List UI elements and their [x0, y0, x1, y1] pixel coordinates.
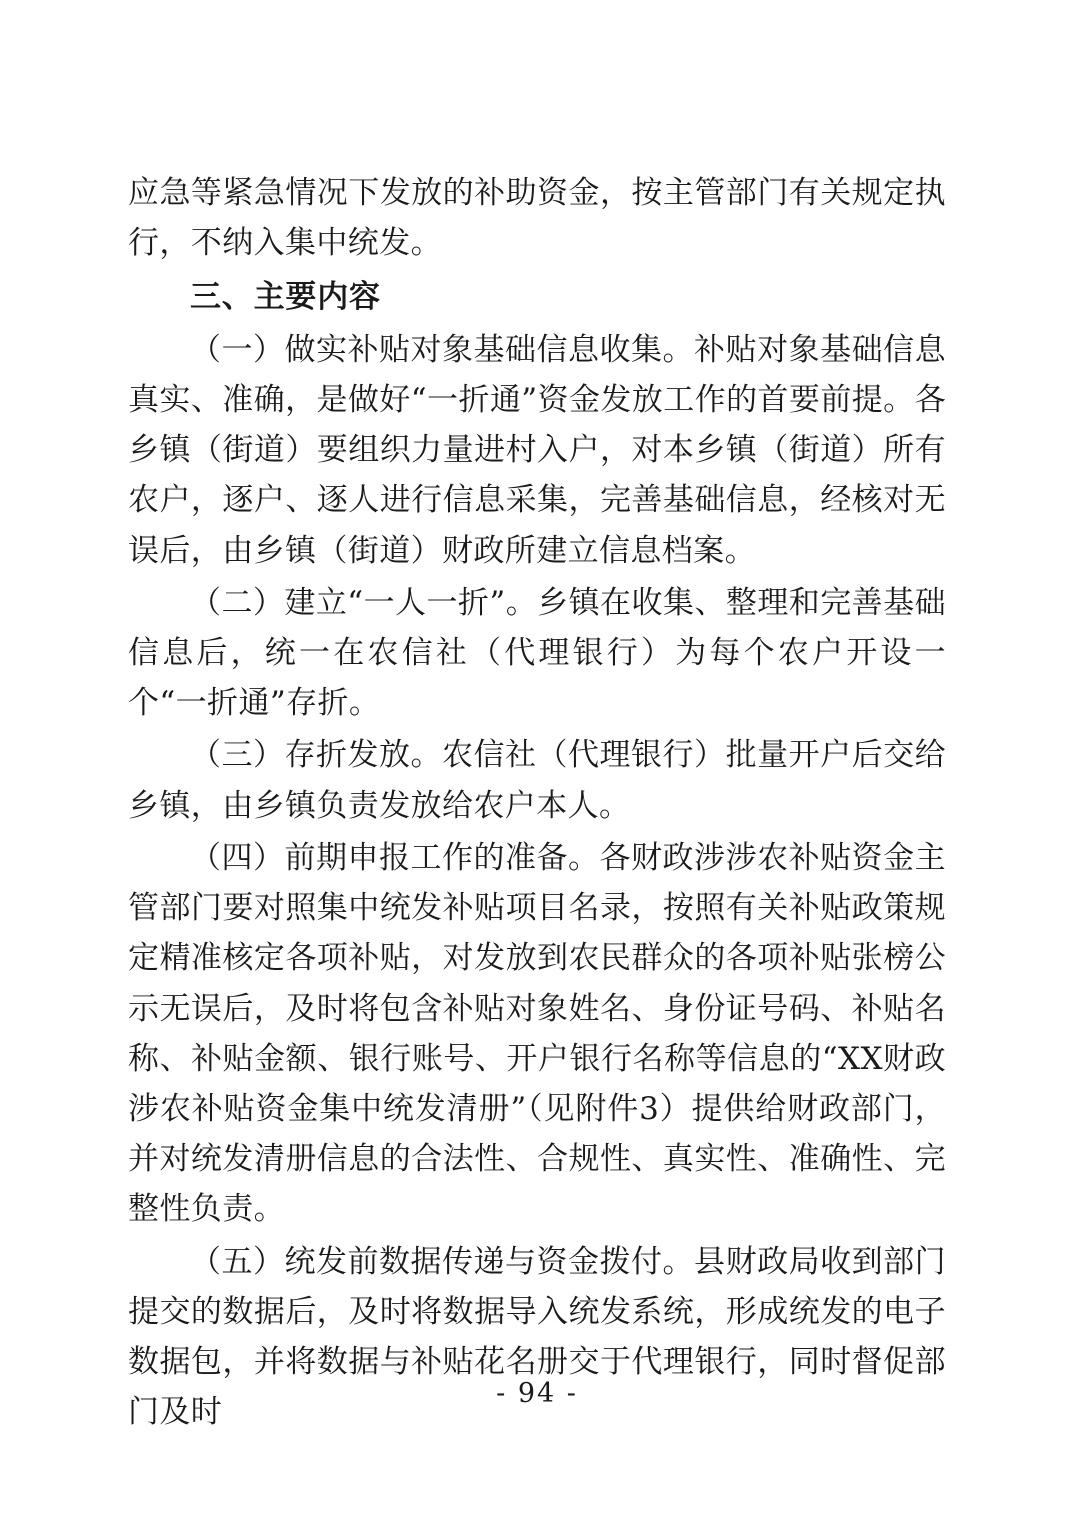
paragraph-item-4: （四）前期申报工作的准备。各财政涉涉农补贴资金主管部门要对照集中统发补贴项目名录，按照有关补贴政策规定精准核定各项补贴，对发放到农民群众的各项补贴张榜公示无误后，及时将包含补贴对象姓名、身份证号码、补贴名称、补贴金额、银行账号、开户银行名称等信息的“XX财政涉农补贴资金集中统发清册”（见附件3）提供给财政部门，并对统发清册信息的合法性、合规性、真实性、准确性、完整性负责。 [128, 839, 946, 1228]
page-body [128, 168, 946, 1439]
paragraph-item-1: （一）做实补贴对象基础信息收集。补贴对象基础信息真实、准确，是做好“一折通”资金发放工作的首要前提。各乡镇（街道）要组织力量进村入户，对本乡镇（街道）所有农户，逐户、逐人进行信息采集，完善基础信息，经核对无误后，由乡镇（街道）财政所建立信息档案。 [128, 331, 946, 569]
paragraph-continued: 应急等紧急情况下发放的补助资金，按主管部门有关规定执行，不纳入集中统发。 [128, 175, 946, 262]
paragraph-item-5: （五）统发前数据传递与资金拨付。县财政局收到部门提交的数据后，及时将数据导入统发系统，形成统发的电子数据包，并将数据与补贴花名册交于代理银行，同时督促部门及时 [128, 1243, 946, 1431]
paragraph-item-2: （二）建立“一人一折”。乡镇在收集、整理和完善基础信息后，统一在农信社（代理银行）为每个农户开设一个“一折通”存折。 [128, 584, 946, 722]
paragraph-item-3: （三）存折发放。农信社（代理银行）批量开户后交给乡镇，由乡镇负责发放给农户本人。 [128, 737, 946, 824]
section-heading-main-content: 三、主要内容 [190, 279, 381, 316]
page-number: - 94 - [496, 1378, 578, 1409]
